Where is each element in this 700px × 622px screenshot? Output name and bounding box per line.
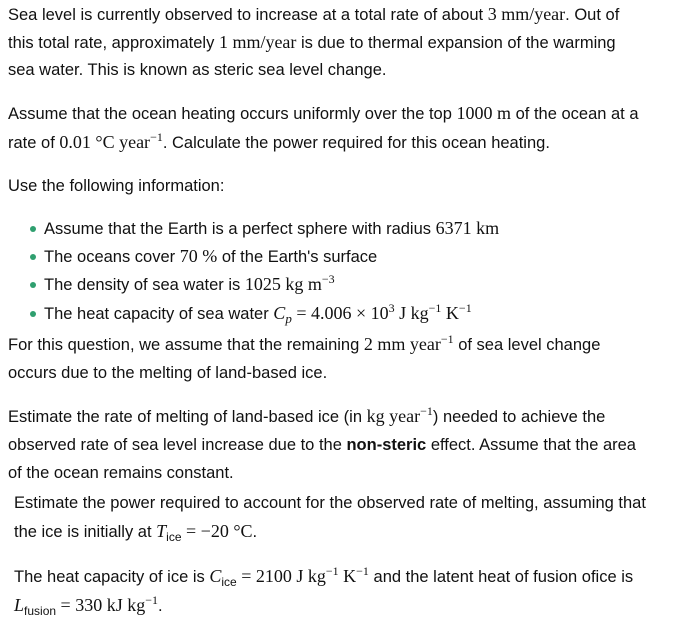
p4-line2: occurs due to the melting of land-based ice. xyxy=(8,364,328,382)
math-melt-unit: kg year xyxy=(366,406,421,426)
bullet-item-heat-capacity: The heat capacity of sea water $C_p = 4.006 \times 10^3$ J $kg^{-1}$ $K^{-1}$ xyxy=(44,301,472,326)
math-symbol-tice: T xyxy=(156,521,167,541)
p3-intro: Use the following information: xyxy=(8,177,225,195)
math-density: 1025 kg m xyxy=(244,274,322,294)
bullet-item-ocean-cover: The oceans cover 70 % of the Earth's surface xyxy=(44,246,378,266)
bullet-dot xyxy=(30,282,36,288)
p5-line3: of the ocean remains constant. xyxy=(8,464,234,482)
bullet-item-density: The density of sea water is 1025 kg $m^{-3}$ xyxy=(44,272,335,294)
math-rate-thermal: 1 mm/year xyxy=(218,32,297,52)
math-cp-value: = 4.006 × 10 xyxy=(291,303,389,323)
p6-line1: Estimate the power required to account for the observed rate of melting, assuming that xyxy=(14,494,646,512)
math-tice-value: = −20 °C xyxy=(181,521,253,541)
p6-line2: the ice is initially at $T_{ice} = -20$ °C. xyxy=(14,521,258,544)
p1-line2: this total rate, approximately 1 mm/year is due to thermal expansion of the warming xyxy=(8,32,616,52)
p1-line1: Sea level is currently observed to increase at a total rate of about 3 mm/year. Out of xyxy=(8,4,620,24)
bullet-dot xyxy=(30,226,36,232)
p5-line1: Estimate the rate of melting of land-based ice (in kg year$^{-1}$) needed to achieve the xyxy=(8,404,606,426)
emphasis-non-steric: non-steric xyxy=(346,436,427,454)
bullet-dot xyxy=(30,311,36,317)
p4-line1: For this question, we assume that the remaining 2 mm year$^{-1}$ of sea level change xyxy=(8,332,601,354)
math-lfusion-value: = 330 kJ kg xyxy=(56,595,146,615)
math-radius: 6371 km xyxy=(435,218,500,238)
p7-line2: $L_{fusion} = 330$ kJ $kg^{-1}$. xyxy=(14,593,163,618)
math-symbol-cp: C xyxy=(273,303,286,323)
bullet-dot xyxy=(30,254,36,260)
math-depth: 1000 m xyxy=(456,103,512,123)
math-ocean-fraction: 70 % xyxy=(179,246,218,266)
p7-line1: The heat capacity of ice is $C_{ice} = 2100$ J $kg^{-1}$ $K^{-1}$ and the latent heat of fusion ofice is xyxy=(14,564,634,589)
math-heating-rate: 0.01 °C year xyxy=(59,132,151,152)
p2-line1: Assume that the ocean heating occurs uniformly over the top 1000 m of the ocean at a xyxy=(8,103,639,123)
math-symbol-lfusion: L xyxy=(14,595,25,615)
p5-line2: observed rate of sea level increase due to the non-steric effect. Assume that the area xyxy=(8,436,636,454)
math-symbol-cice: C xyxy=(209,566,222,586)
math-rate-total: 3 mm/year xyxy=(487,4,566,24)
p1-line3: sea water. This is known as steric sea level change. xyxy=(8,61,387,79)
bullet-item-radius: Assume that the Earth is a perfect sphere with radius 6371 km xyxy=(44,218,500,238)
math-remaining-rate: 2 mm year xyxy=(363,334,441,354)
p2-line2: rate of 0.01 °C year$^{-1}$. Calculate the power required for this ocean heating. xyxy=(8,130,550,152)
math-cice-value: = 2100 J kg xyxy=(236,566,326,586)
